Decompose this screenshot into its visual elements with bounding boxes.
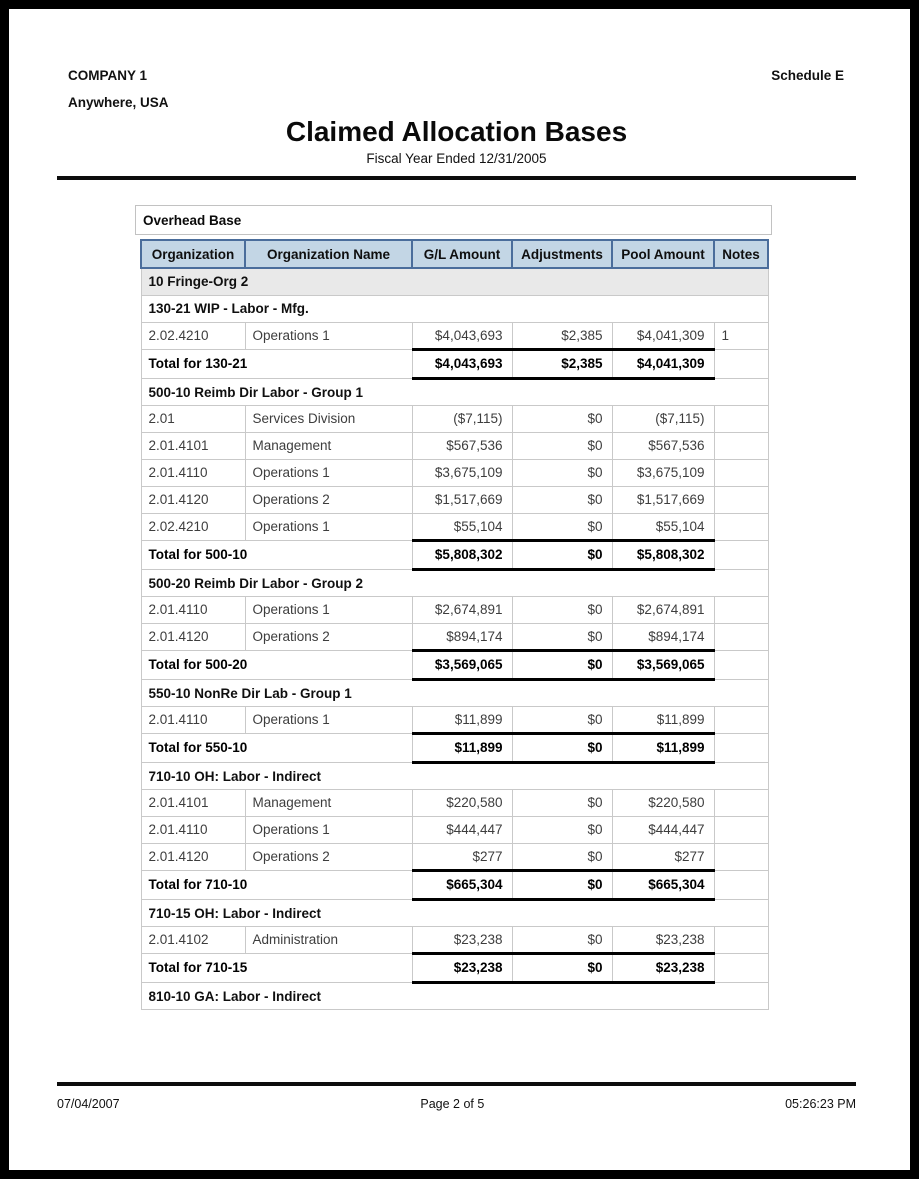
org-code-cell: 2.01.4110 [141,816,245,843]
notes-cell [714,459,768,486]
adjustments-cell: $0 [512,706,612,733]
total-gl-amount-cell: $23,238 [412,953,512,982]
total-adjustments-cell: $2,385 [512,349,612,378]
notes-cell [714,486,768,513]
total-row [141,870,768,899]
org-name-cell: Operations 1 [245,513,412,540]
adjustments-cell: $0 [512,432,612,459]
column-header-gl-amount: G/L Amount [412,240,512,268]
gl-amount-cell: $23,238 [412,926,512,953]
total-label-cell: Total for 710-15 [141,953,412,982]
pool-amount-cell: $567,536 [612,432,714,459]
org-code-cell: 2.01.4101 [141,789,245,816]
total-adjustments-cell: $0 [512,953,612,982]
report-title: Claimed Allocation Bases [285,116,628,147]
column-header-organization-name: Organization Name [245,240,412,268]
pool-amount-cell: $1,517,669 [612,486,714,513]
section-header-row [141,762,768,789]
notes-cell [714,789,768,816]
total-adjustments-cell: $0 [512,733,612,762]
table-row [141,486,768,513]
table-row [141,596,768,623]
adjustments-cell: $0 [512,405,612,432]
notes-cell [714,870,768,899]
pool-amount-cell: $55,104 [612,513,714,540]
notes-cell [714,349,768,378]
section-header-label: 810-10 GA: Labor - Indirect [141,982,768,1009]
notes-cell [714,733,768,762]
pool-amount-cell: $23,238 [612,926,714,953]
total-pool-amount-cell: $11,899 [612,733,714,762]
notes-cell [714,513,768,540]
total-adjustments-cell: $0 [512,540,612,569]
total-label-cell: Total for 550-10 [141,733,412,762]
notes-cell [714,596,768,623]
adjustments-cell: $0 [512,926,612,953]
org-name-cell: Operations 2 [245,843,412,870]
total-pool-amount-cell: $665,304 [612,870,714,899]
org-name-cell: Services Division [245,405,412,432]
total-pool-amount-cell: $3,569,065 [612,650,714,679]
header-rule [57,176,856,180]
total-label-cell: Total for 710-10 [141,870,412,899]
org-name-cell: Operations 2 [245,623,412,650]
adjustments-cell: $0 [512,816,612,843]
gl-amount-cell: $220,580 [412,789,512,816]
gl-amount-cell: $1,517,669 [412,486,512,513]
total-label-cell: Total for 500-10 [141,540,412,569]
company-name: COMPANY 1 [68,68,148,83]
org-name-cell: Operations 2 [245,486,412,513]
section-header-row [141,899,768,926]
total-label-cell: Total for 500-20 [141,650,412,679]
org-name-cell: Management [245,432,412,459]
total-adjustments-cell: $0 [512,870,612,899]
gl-amount-cell: $894,174 [412,623,512,650]
pool-amount-cell: $2,674,891 [612,596,714,623]
table-row [141,432,768,459]
total-pool-amount-cell: $23,238 [612,953,714,982]
notes-cell [714,650,768,679]
total-gl-amount-cell: $665,304 [412,870,512,899]
section-header-label: 130-21 WIP - Labor - Mfg. [141,295,768,322]
org-code-cell: 2.01.4110 [141,596,245,623]
org-code-cell: 2.02.4210 [141,513,245,540]
company-location: Anywhere, USA [68,95,169,110]
table-area [135,205,772,1010]
gl-amount-cell: $277 [412,843,512,870]
section-header-row [141,679,768,706]
table-row [141,926,768,953]
total-row [141,540,768,569]
allocation-table [140,239,769,1010]
table-row [141,459,768,486]
org-name-cell: Administration [245,926,412,953]
section-header-row [141,295,768,322]
group-header-row [141,268,768,295]
adjustments-cell: $0 [512,843,612,870]
org-code-cell: 2.01.4102 [141,926,245,953]
notes-cell [714,926,768,953]
table-row [141,405,768,432]
overhead-base-band: Overhead Base [135,205,772,235]
gl-amount-cell: ($7,115) [412,405,512,432]
gl-amount-cell: $2,674,891 [412,596,512,623]
section-header-row [141,378,768,405]
total-adjustments-cell: $0 [512,650,612,679]
total-gl-amount-cell: $4,043,693 [412,349,512,378]
section-header-label: 550-10 NonRe Dir Lab - Group 1 [141,679,768,706]
notes-cell [714,432,768,459]
notes-cell [714,623,768,650]
org-code-cell: 2.02.4210 [141,322,245,349]
column-header-notes: Notes [714,240,768,268]
footer-rule [57,1082,856,1086]
section-header-label: 710-10 OH: Labor - Indirect [141,762,768,789]
total-pool-amount-cell: $5,808,302 [612,540,714,569]
column-header-organization: Organization [141,240,245,268]
column-header-pool-amount: Pool Amount [612,240,714,268]
table-row [141,706,768,733]
adjustments-cell: $0 [512,459,612,486]
total-row [141,953,768,982]
gl-amount-cell: $3,675,109 [412,459,512,486]
column-header-row [141,240,768,268]
pool-amount-cell: $220,580 [612,789,714,816]
footer-page-number: Page 2 of 5 [420,1097,485,1111]
notes-cell [714,540,768,569]
table-row [141,623,768,650]
gl-amount-cell: $11,899 [412,706,512,733]
column-header-adjustments: Adjustments [512,240,612,268]
notes-cell [714,953,768,982]
table-row [141,816,768,843]
notes-cell [714,816,768,843]
table-row [141,843,768,870]
section-header-label: 500-20 Reimb Dir Labor - Group 2 [141,569,768,596]
report-footer [57,1082,856,1111]
org-name-cell: Operations 1 [245,322,412,349]
adjustments-cell: $0 [512,623,612,650]
total-pool-amount-cell: $4,041,309 [612,349,714,378]
adjustments-cell: $0 [512,486,612,513]
footer-date: 07/04/2007 [57,1097,120,1111]
pool-amount-cell: $444,447 [612,816,714,843]
org-name-cell: Operations 1 [245,459,412,486]
org-name-cell: Management [245,789,412,816]
gl-amount-cell: $55,104 [412,513,512,540]
total-label-cell: Total for 130-21 [141,349,412,378]
footer-time: 05:26:23 PM [785,1097,856,1111]
total-row [141,650,768,679]
gl-amount-cell: $4,043,693 [412,322,512,349]
schedule-label: Schedule E [771,68,844,83]
section-header-label: 500-10 Reimb Dir Labor - Group 1 [141,378,768,405]
pool-amount-cell: $3,675,109 [612,459,714,486]
pool-amount-cell: $11,899 [612,706,714,733]
notes-cell [714,843,768,870]
gl-amount-cell: $567,536 [412,432,512,459]
total-gl-amount-cell: $3,569,065 [412,650,512,679]
org-code-cell: 2.01.4120 [141,623,245,650]
total-gl-amount-cell: $11,899 [412,733,512,762]
notes-cell [714,706,768,733]
org-code-cell: 2.01.4120 [141,843,245,870]
org-code-cell: 2.01.4110 [141,706,245,733]
report-content [9,9,910,1010]
org-name-cell: Operations 1 [245,816,412,843]
group-header-label: 10 Fringe-Org 2 [141,268,768,295]
org-code-cell: 2.01.4120 [141,486,245,513]
gl-amount-cell: $444,447 [412,816,512,843]
report-subtitle: Fiscal Year Ended 12/31/2005 [366,151,547,166]
org-name-cell: Operations 1 [245,596,412,623]
org-code-cell: 2.01 [141,405,245,432]
section-header-row [141,982,768,1009]
notes-cell: 1 [714,322,768,349]
notes-cell [714,405,768,432]
org-name-cell: Operations 1 [245,706,412,733]
adjustments-cell: $0 [512,596,612,623]
adjustments-cell: $2,385 [512,322,612,349]
adjustments-cell: $0 [512,513,612,540]
pool-amount-cell: $4,041,309 [612,322,714,349]
pool-amount-cell: $277 [612,843,714,870]
table-row [141,513,768,540]
section-header-label: 710-15 OH: Labor - Indirect [141,899,768,926]
report-header [57,68,856,83]
org-code-cell: 2.01.4110 [141,459,245,486]
total-gl-amount-cell: $5,808,302 [412,540,512,569]
table-row [141,322,768,349]
total-row [141,349,768,378]
adjustments-cell: $0 [512,789,612,816]
org-code-cell: 2.01.4101 [141,432,245,459]
pool-amount-cell: ($7,115) [612,405,714,432]
total-row [141,733,768,762]
pool-amount-cell: $894,174 [612,623,714,650]
section-header-row [141,569,768,596]
table-row [141,789,768,816]
